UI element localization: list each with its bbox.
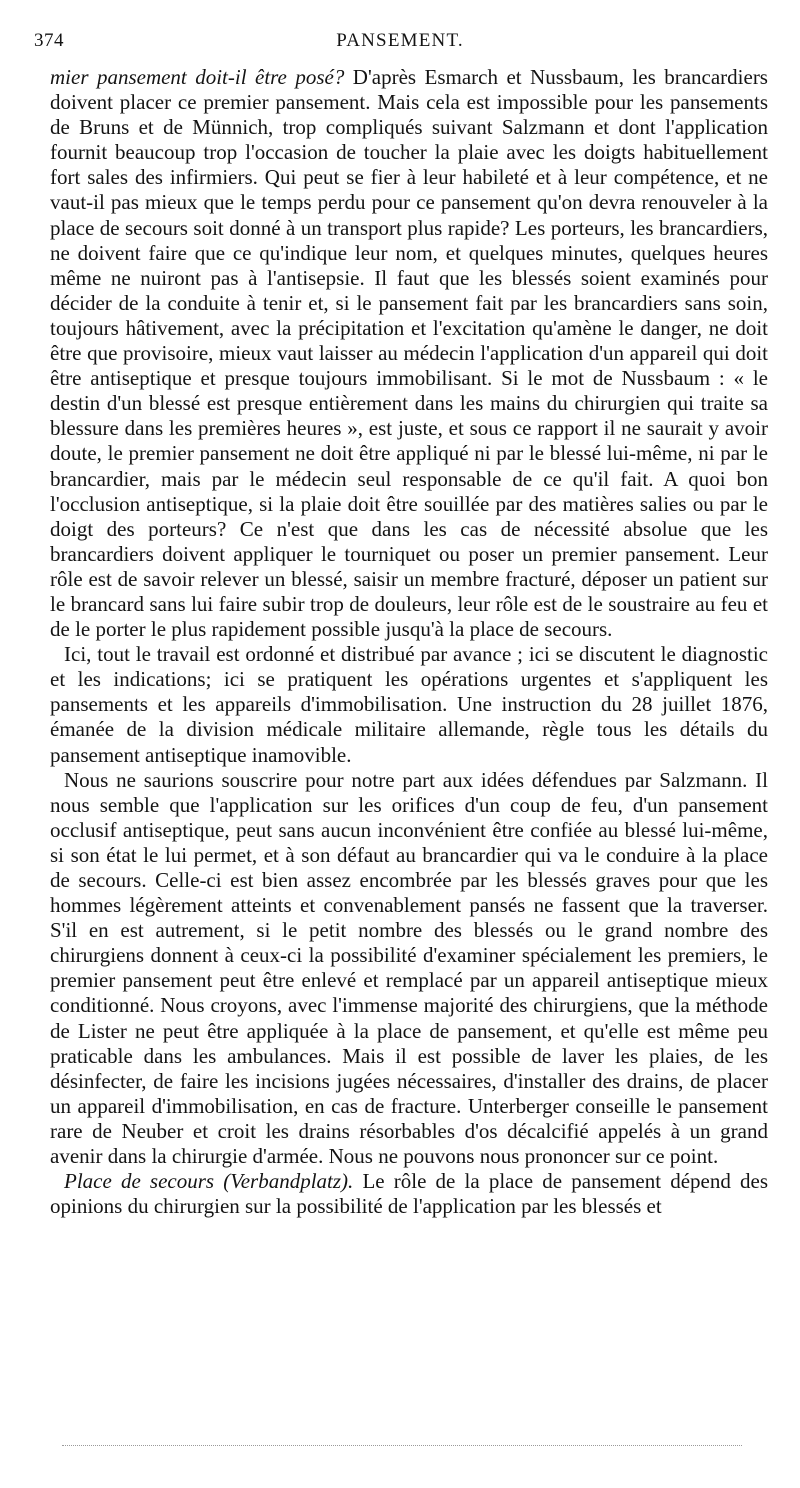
- paragraph-4: [50, 1169, 768, 1219]
- paragraph-4-text: Le rôle de la place de pansement dépend des opinions du chirurgien sur la possibilité de l'application par les blessés et: [50, 1169, 768, 1219]
- paragraph-3-text: Nous ne saurions souscrire pour notre part aux idées défendues par Salzmann. Il nous semble que l'application sur les orifices d'un coup de feu, d'un pansement occlusif antiseptique, peut sans aucun inconvénient être confiée au blessé lui-même, si son état le lui permet, et à son défaut au brancardier qui va le conduire à la place de secours. Celle-ci est bien assez encombrée par les blessés graves pour que les hommes légèrement atteints et convenablement pansés ne fassent que la traverser. S'il en est autrement, si le petit nombre des blessés ou le grand nombre des chirurgiens donnent à ceux-ci la possibilité d'examiner spécialement les premiers, le premier pansement peut être enlevé et remplacé par un appareil antiseptique mieux conditionné. Nous croyons, avec l'immense majorité des chirurgiens, que la méthode de Lister ne peut être appliquée à la place de pansement, et qu'elle est même peu praticable dans les ambulances. Mais il est possible de laver les plaies, de les désinfecter, de faire les incisions jugées nécessaires, d'installer des drains, de placer un appareil d'immobilisation, en cas de fracture. Unterberger conseille le pansement rare de Neuber et croit les drains résorbables d'os décalcifié appelés à un grand avenir dans la chirurgie d'armée. Nous ne pouvons nous prononcer sur ce point.: [50, 767, 768, 1169]
- paragraph-3: [50, 768, 768, 1170]
- paragraph-1-text: D'après Esmarch et Nussbaum, les brancardiers doivent placer ce premier pansement. Mais cela est impossible pour les pansements de Bruns et de Münnich, trop compliqués suivant Salzmann et dont l'application fournit beaucoup trop l'occasion de toucher la plaie avec les doigts habituellement fort sales des infirmiers. Qui peut se fier à leur habileté et à leur compétence, et ne vaut-il pas mieux que le temps perdu pour ce pansement qu'on devra renouveler à la place de secours soit donné à un transport plus rapide? Les porteurs, les brancardiers, ne doivent faire que ce qu'indique leur nom, et quelques minutes, quelques heures même ne nuiront pas à l'antisepsie. Il faut que les blessés soient examinés pour décider de la conduite à tenir et, si le pansement fait par les brancardiers sans soin, toujours hâtivement, avec la précipitation et l'excitation qu'amène le danger, ne doit être que provisoire, mieux vaut laisser au médecin l'application d'un appareil qui doit être antiseptique et presque toujours immobilisant. Si le mot de Nussbaum : « le destin d'un blessé est presque entièrement dans les mains du chirurgien qui traite sa blessure dans les premières heures », est juste, et sous ce rapport il ne saurait y avoir doute, le premier pansement ne doit être appliqué ni par le blessé lui-même, ni par le brancardier, mais par le médecin seul responsable de ce qu'il fait. A quoi bon l'occlusion antiseptique, si la plaie doit être souillée par des matières salies ou par le doigt des porteurs? Ce n'est que dans les cas de nécessité absolue que les brancardiers doivent appliquer le tourniquet ou poser un premier pansement. Leur rôle est de savoir relever un blessé, saisir un membre fracturé, déposer un patient sur le brancard sans lui faire subir trop de douleurs, leur rôle est de le soustraire au feu et de le porter le plus rapidement possible jusqu'à la place de secours.: [50, 65, 768, 642]
- paragraph-2-text: Ici, tout le travail est ordonné et distribué par avance ; ici se discutent le diagnostic et les indications; ici se pratiquent les opérations urgentes et s'appliquent les pansements et les appareils d'immobilisation. Une instruction du 28 juillet 1876, émanée de la division médicale militaire allemande, règle tous les détails du pansement antiseptique inamovible.: [50, 642, 768, 767]
- paragraph-1: [50, 65, 768, 642]
- page-number: 374: [34, 30, 64, 51]
- paragraph-1-lead-italic: mier pansement doit-il être posé?: [50, 65, 345, 89]
- paragraph-4-lead-italic: Place de secours (Verbandplatz).: [64, 1169, 354, 1194]
- paragraph-2: [50, 642, 768, 767]
- running-title: PANSEMENT.: [336, 30, 464, 51]
- footer-dotted-rule: [62, 1445, 742, 1446]
- body-text: [50, 65, 768, 1219]
- running-head: [34, 30, 766, 56]
